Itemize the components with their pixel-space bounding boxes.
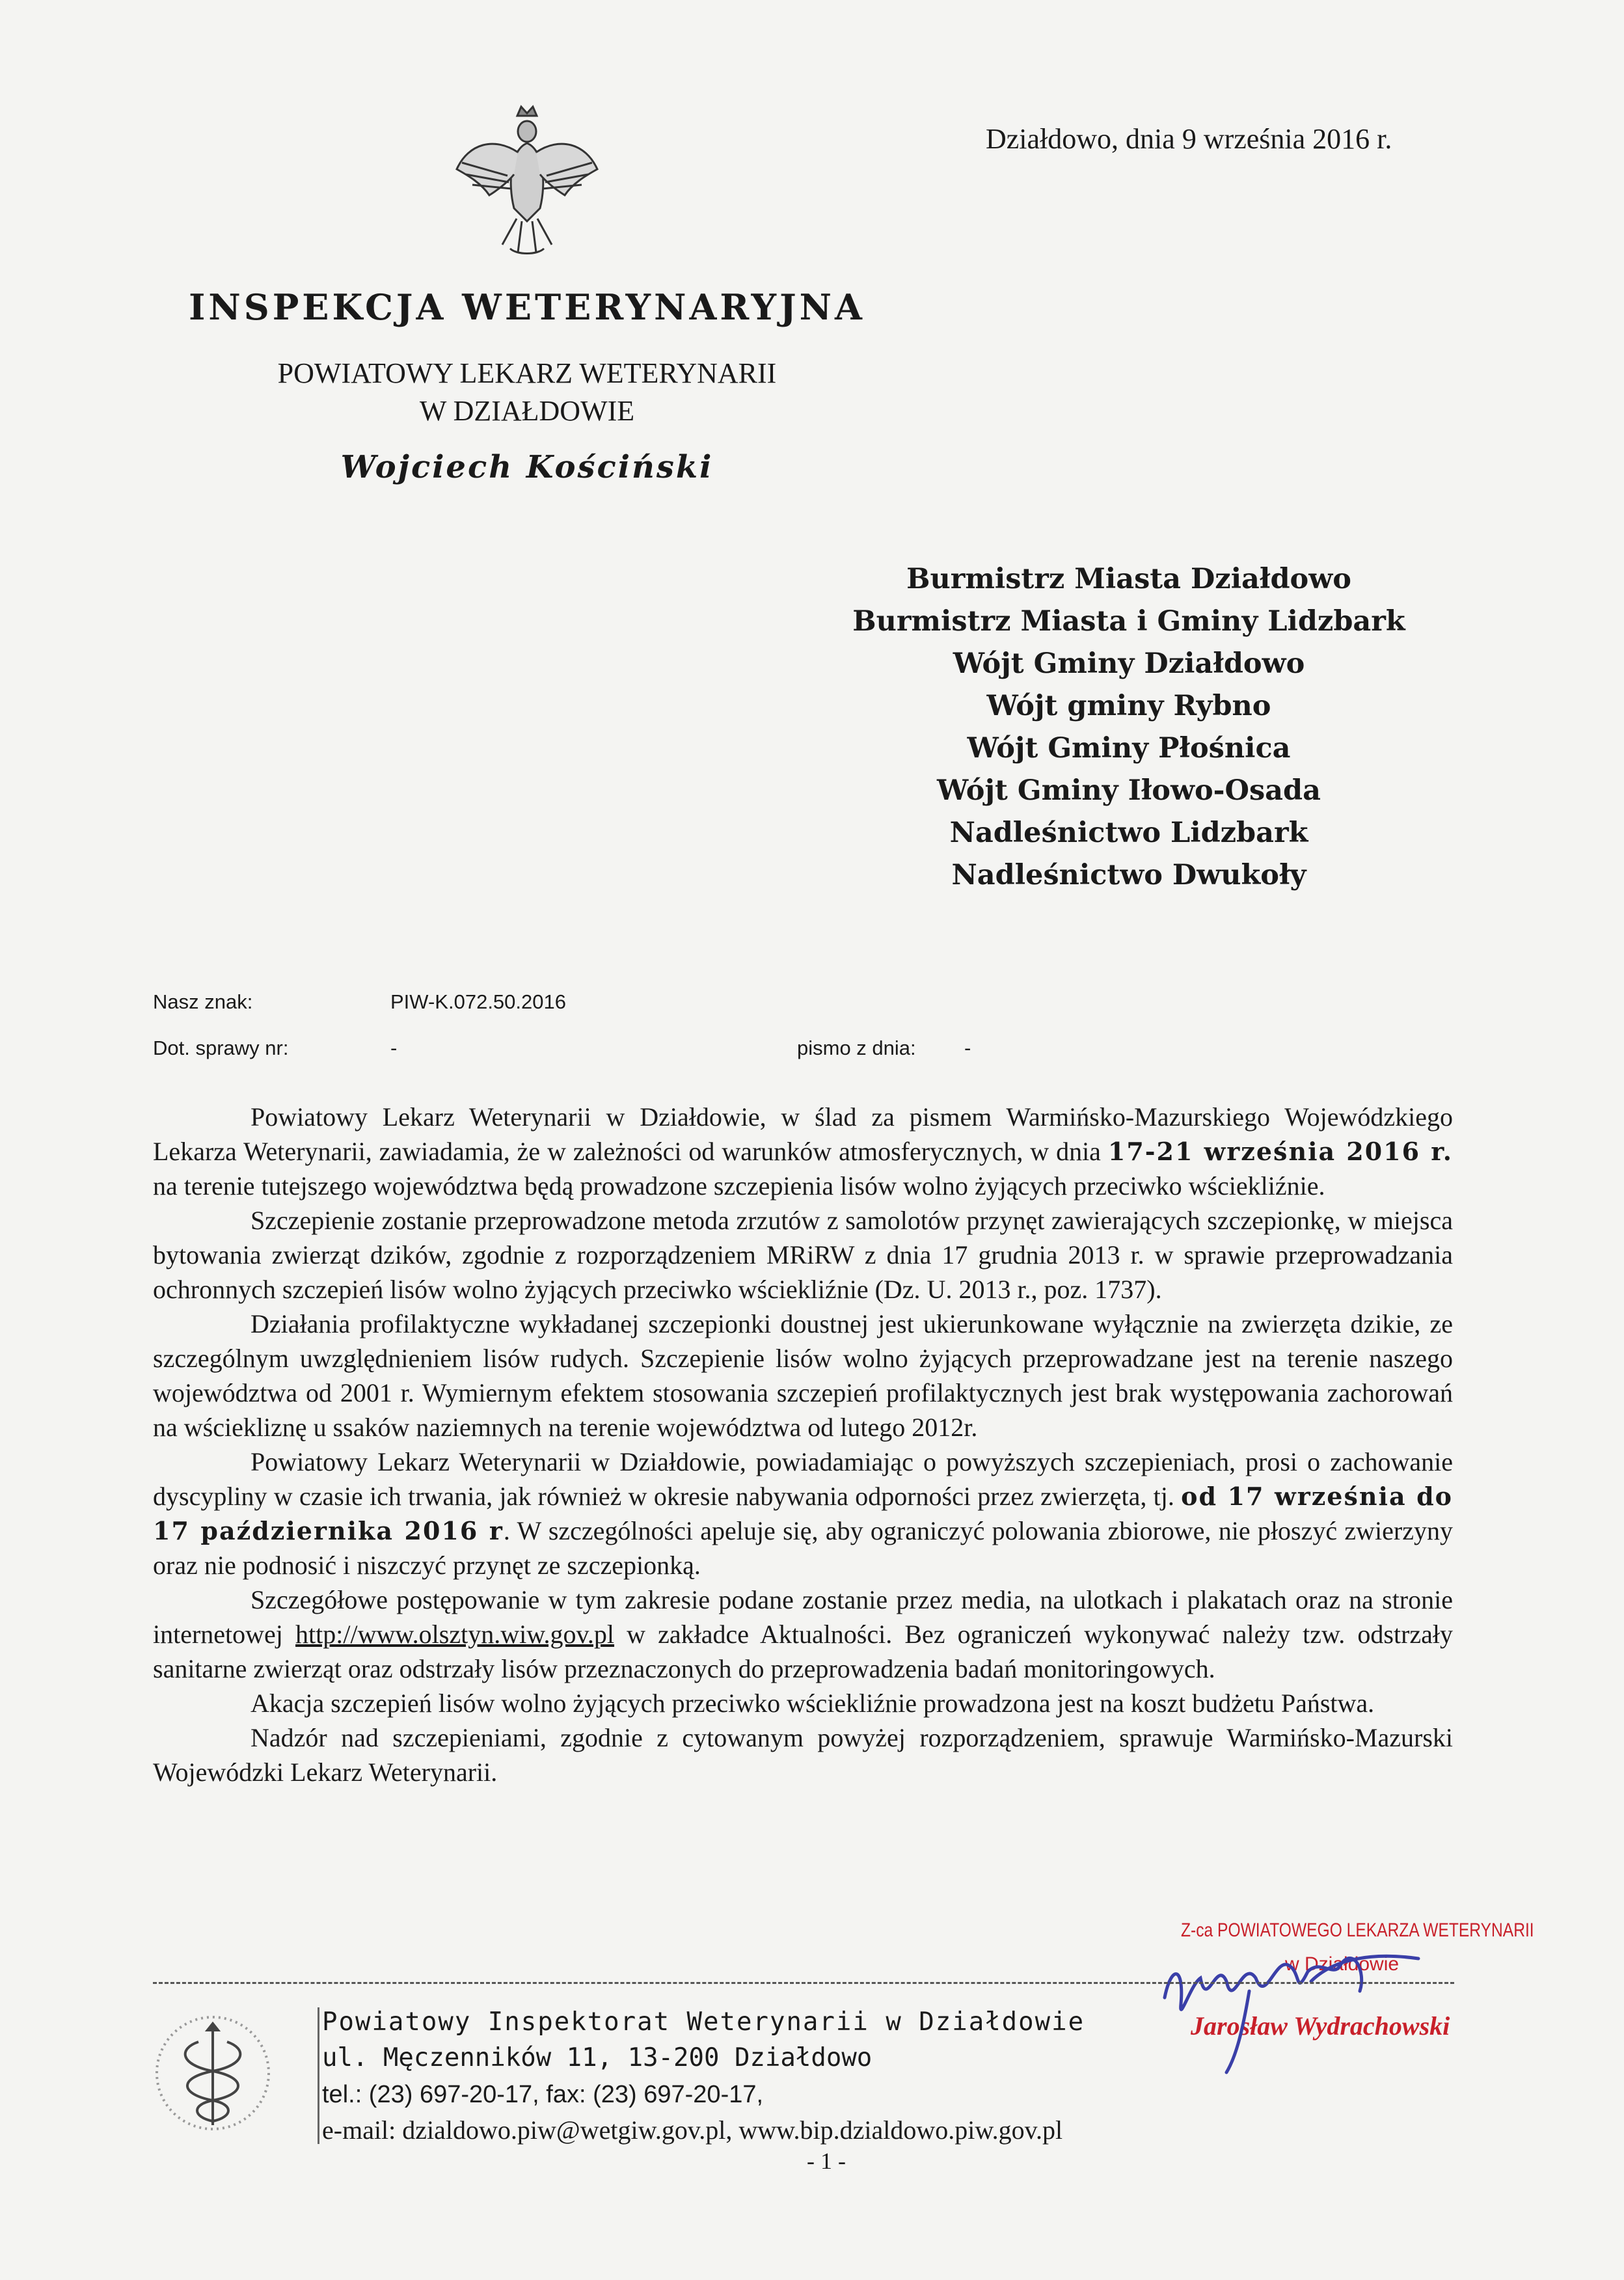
our-ref-label: Nasz znak: [153,990,253,1013]
letter-date-value: - [964,1037,971,1059]
recipient: Nadleśnictwo Lidzbark [949,817,1308,849]
text: na terenie tutejszego województwa będą prowadzone szczepienia lisów wolno żyjących przeciwko wściekliźnie. [153,1171,1325,1201]
recipient: Wójt Gminy Iłowo-Osada [937,774,1321,807]
recipients-list [820,558,1438,897]
handwritten-signature [1145,1920,1509,2076]
footer-office-name: Powiatowy Inspektorat Weterynarii w Działdowie [322,2007,1085,2037]
paragraph-1 [153,1100,1453,1203]
office-title-line2: W DZIAŁDOWIE [419,395,635,427]
stamp-title: Z-ca POWIATOWEGO LEKARZA WETERYNARII [1181,1920,1534,1941]
paragraph-5 [153,1582,1453,1686]
officer-name: Wojciech Kościński [340,449,714,485]
recipient: Burmistrz Miasta Działdowo [906,563,1351,595]
caduceus-emblem-icon [153,2009,273,2136]
letter-date-label: pismo z dnia: [797,1037,916,1059]
case-number-value: - [390,1037,398,1059]
text: . W szczególności apeluje się, aby ograniczyć polowania zbiorowe, nie płoszyć zwierzyny oraz nie podnosić i niszczyć przynęt ze szczepionką. [153,1516,1453,1580]
our-ref-value: PIW-K.072.50.2016 [390,990,566,1013]
vaccination-dates: 17-21 września 2016 r. [1107,1137,1453,1166]
letter-date: Działdowo, dnia 9 września 2016 r. [986,123,1392,155]
text: w zakładce Aktualności. Bez ograniczeń wykonywać należy tzw. odstrzały sanitarne zwierząt oraz odstrzały lisów przeznaczonych do przeprowadzenia badań monitoringowych. [153,1620,1454,1683]
immunity-period: od 17 września do 17 października 2016 r [153,1482,1454,1545]
paragraph-2: Szczepienie zostanie przeprowadzone metoda zrzutów z samolotów przynęt zawierających szczepionkę, w miejsca bytowania zwierząt dzików, zgodnie z rozporządzeniem MRiRW z dnia 17 grudnia 2013 r. w sprawie przeprowadzania ochronnych szczepień lisów wolno żyjących przeciwko wściekliźnie (Dz. U. 2013 r., poz. 1737). [153,1206,1453,1304]
recipient: Wójt Gminy Płośnica [967,732,1291,765]
text: Szczegółowe postępowanie w tym zakresie podane zostanie przez media, na ulotkach i plakatach oraz na stronie internetowej [153,1585,1453,1649]
footer-email-web: e-mail: dzialdowo.piw@wetgiw.gov.pl, www.bip.dzialdowo.piw.gov.pl [322,2115,1063,2145]
case-number-label: Dot. sprawy nr: [153,1037,289,1059]
office-title-line1: POWIATOWY LEKARZ WETERYNARII [277,357,777,389]
text: Powiatowy Lekarz Weterynarii w Działdowie, powiadamiając o powyższych szczepieniach, prosi o zachowanie dyscypliny w czasie ich trwania, jak również w okresie nabywania odporności przez zwierzęta, tj. [153,1447,1453,1511]
recipient: Wójt gminy Rybno [986,690,1271,722]
footer-vertical-bar [318,2007,319,2144]
footer-divider [153,1982,1454,1984]
letter-body [153,1100,1453,1789]
footer-address: ul. Męczenników 11, 13-200 Działdowo [322,2043,873,2072]
paragraph-6: Akacja szczepień lisów wolno żyjących przeciwko wściekliźnie prowadzona jest na koszt budżetu Państwa. [250,1689,1375,1718]
website-link[interactable]: http://www.olsztyn.wiw.gov.pl [295,1620,615,1649]
paragraph-7: Nadzór nad szczepieniami, zgodnie z cytowanym powyżej rozporządzeniem, sprawuje Warmińsko-Mazurski Wojewódzki Lekarz Weterynarii. [153,1723,1453,1787]
recipient: Wójt Gminy Działdowo [953,647,1305,680]
stamp-name: Jarosław Wydrachowski [1191,2011,1450,2041]
eagle-emblem-icon [449,98,605,267]
page-number: - 1 - [807,2148,846,2174]
paragraph-3: Działania profilaktyczne wykładanej szczepionki doustnej jest ukierunkowane wyłącznie na zwierzęta dzikie, ze szczególnym uwzględnieniem lisów rudych. Szczepienie lisów wolno żyjących przeprowadzane jest na terenie naszego województwa od 2001 r. Wymiernym efektem stosowania szczepień profilaktycznych jest brak występowania zachorowań na wściekliznę u ssaków naziemnych na terenie województwa od lutego 2012r. [153,1309,1453,1442]
institution-name: INSPEKCJA WETERYNARYJNA [189,286,865,328]
stamp-location: w Działdowie [1285,1953,1400,1975]
text: Powiatowy Lekarz Weterynarii w Działdowie, w ślad za pismem Warmińsko-Mazurskiego Wojewódzkiego Lekarza Weterynarii, zawiadamia, że w zależności od warunków atmosferycznych, w dnia [153,1102,1453,1166]
recipient: Burmistrz Miasta i Gminy Lidzbark [852,605,1405,638]
paragraph-4 [153,1445,1453,1582]
footer-phone-fax: tel.: (23) 697-20-17, fax: (23) 697-20-17, [322,2081,764,2108]
recipient: Nadleśnictwo Dwukoły [951,859,1306,891]
